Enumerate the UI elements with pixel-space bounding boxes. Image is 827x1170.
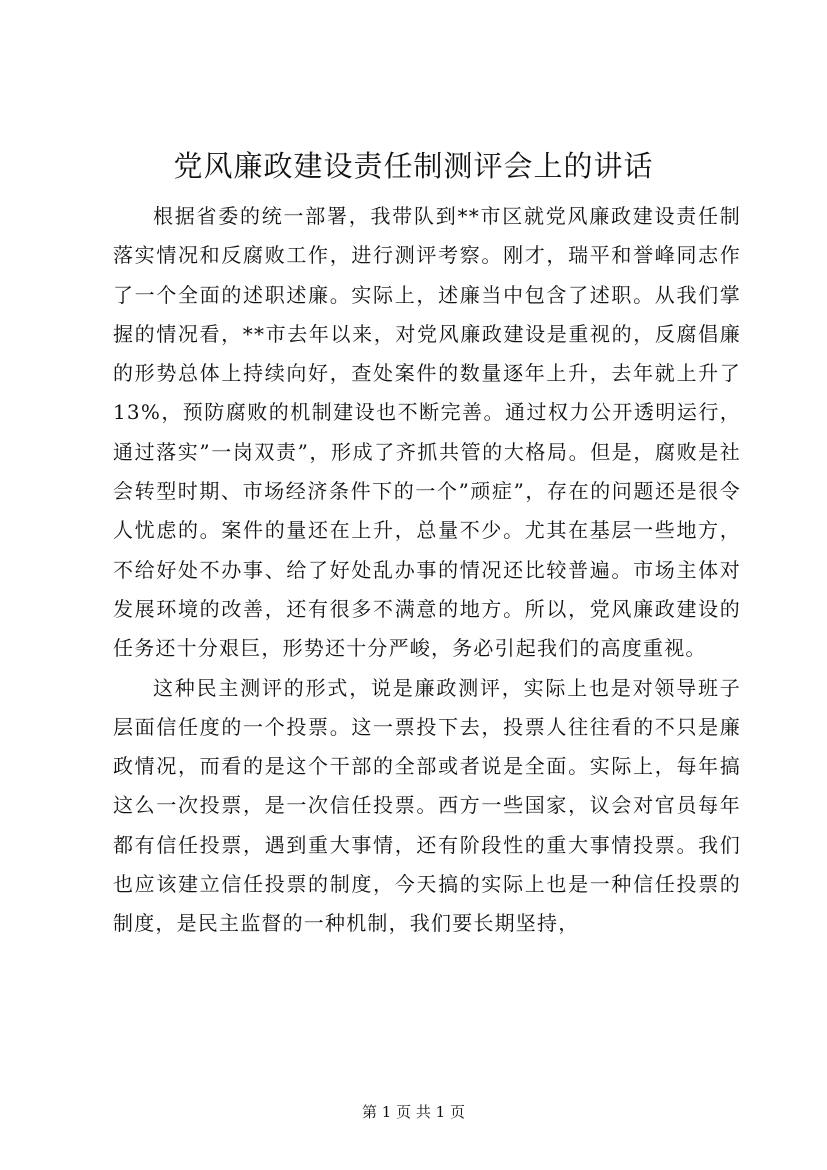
document-body [113,197,741,944]
page-number-footer: 第 1 页 共 1 页 [362,1103,465,1121]
document-title: 党风廉政建设责任制测评会上的讲话 [173,149,654,183]
paragraph: 这种民主测评的形式，说是廉政测评，实际上也是对领导班子层面信任度的一个投票。这一票投下去，投票人往往看的不只是廉政情况，而看的是这个干部的全部或者说是全面。实际上，每年搞这么一次投票，是一次信任投票。西方一些国家，议会对官员每年都有信任投票，遇到重大事情，还有阶段性的重大事情投票。我们也应该建立信任投票的制度，今天搞的实际上也是一种信任投票的制度，是民主监督的一种机制，我们要长期坚持， [113,675,741,936]
paragraph: 根据省委的统一部署，我带队到**市区就党风廉政建设责任制落实情况和反腐败工作，进行测评考察。刚才，瑞平和誉峰同志作了一个全面的述职述廉。实际上，述廉当中包含了述职。从我们掌握的情况看，**市去年以来，对党风廉政建设是重视的，反腐倡廉的形势总体上持续向好，查处案件的数量逐年上升，去年就上升了13%，预防腐败的机制建设也不断完善。通过权力公开透明运行，通过落实”一岗双责”，形成了齐抓共管的大格局。但是，腐败是社会转型时期、市场经济条件下的一个”顽症”，存在的问题还是很令人忧虑的。案件的量还在上升，总量不少。尤其在基层一些地方，不给好处不办事、给了好处乱办事的情况还比较普遍。市场主体对发展环境的改善，还有很多不满意的地方。所以，党风廉政建设的任务还十分艰巨，形势还十分严峻，务必引起我们的高度重视。 [113,204,741,661]
